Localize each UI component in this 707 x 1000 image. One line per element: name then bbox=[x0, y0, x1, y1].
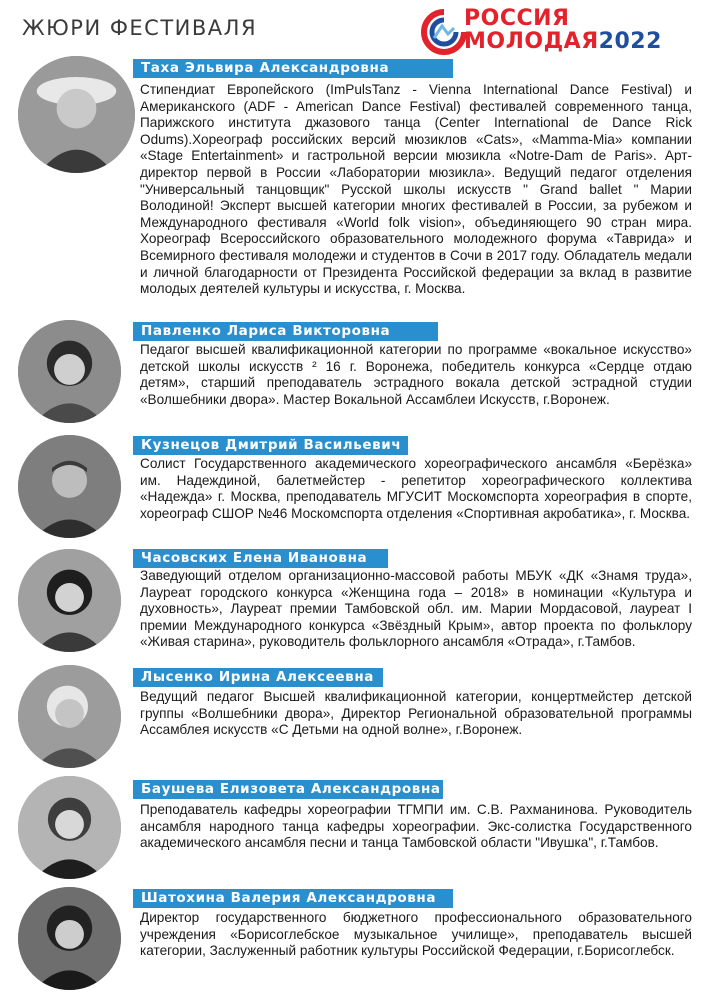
member-bio: Ведущий педагог Высшей квалификационной категории, концертмейстер детской группы «Волшебники двора», Директор Региональной образовательной программы Ассамблея искусств «С Детьми на одной волне», г.Воронеж. bbox=[140, 689, 692, 738]
member-photo bbox=[18, 56, 135, 173]
logo-year: 2022 bbox=[598, 29, 662, 54]
member-name: Таха Эльвира Александровна bbox=[133, 59, 453, 78]
member-name: Шатохина Валерия Александровна bbox=[133, 889, 453, 908]
member-name: Баушева Елизовета Александровна bbox=[133, 780, 443, 799]
member-bio: Преподаватель кафедры хореографии ТГМПИ им. С.В. Рахманинова. Руководитель ансамбля народного танца кафедры хореографии. Экс-солистка Государственного академического ансамбля песни и танца Тамбовской области "Ивушка", г.Тамбов. bbox=[140, 802, 692, 851]
member-name: Лысенко Ирина Алексеевна bbox=[133, 668, 383, 687]
member-photo bbox=[18, 776, 121, 879]
member-photo bbox=[18, 549, 121, 652]
member-bio: Педагог высшей квалификационной категории по программе «вокальное искусство» детской школы искусств ² 16 г. Воронежа, победитель конкурса «Сердце отдаю детям», старший преподаватель эстрадного вокала детской эстрадной студии «Волшебники двора». Мастер Вокальной Ассамблеи Искусств, г.Воронеж. bbox=[140, 342, 692, 407]
member-bio: Директор государственного бюджетного профессионального образовательного учреждения «Борисоглебское музыкальное училище», преподаватель высшей категории, Заслуженный работник культуры Российской Федерации, г.Борисоглебск. bbox=[140, 910, 692, 959]
festival-logo bbox=[420, 6, 700, 58]
logo-line1: РОССИЯ bbox=[464, 6, 570, 31]
person-silhouette-icon bbox=[18, 776, 121, 879]
member-photo bbox=[18, 320, 121, 423]
member-name: Часовских Елена Ивановна bbox=[133, 549, 388, 568]
logo-emblem-icon bbox=[420, 8, 468, 56]
member-bio: Солист Государственного академического хореографического ансамбля «Берёзка» им. Надеждиной, балетмейстер - репетитор хореографического коллектива «Надежда» г. Москва, преподаватель МГУСИТ Москомспорта хореография в спорте, хореограф СШОР №46 Москомспорта отделения «Спортивная акробатика», г. Москва. bbox=[140, 456, 692, 521]
page-title: ЖЮРИ ФЕСТИВАЛЯ bbox=[22, 16, 258, 40]
member-bio: Стипендиат Европейского (ImPulsTanz - Vienna International Dance Festival) и Американского (ADF - American Dance Festival) фестивалей современного танца, Парижского института джазового танца (Center International de Dance Rick Odums).Хореограф российских версий мюзиклов «Cats», «Mamma-Mia» компании «Stage Entertainment» и гастрольной версии мюзикла «Notre-Dam de Paris». Арт-директор первой в России «Лаборатории мюзикла». Ведущий педагог отделения "Универсальный танцовщик" Русской школы искусств " Grand ballet " Марии Володиной! Эксперт высшей категории многих фестивалей в России, за рубежом и Международного фестиваля «World folk vision», объединяющего 90 стран мира. Хореограф Всероссийского образовательного молодежного форума «Таврида» и Всемирного фестиваля молодежи и студентов в Сочи в 2017 году. Обладатель медали и личной благодарности от Президента Российской федерации за вклад в развитие молодых деятелей культуры и искусства, г. Москва. bbox=[140, 82, 692, 297]
member-bio: Заведующий отделом организационно-массовой работы МБУК «ДК «Знамя труда», Лауреат городского конкурса «Женщина года – 2018» в номинации «Культура и духовность», Лауреат премии Тамбовской обл. им. Марии Мордасовой, лауреат I премии Международного конкурса «Звёздный Крым», автор проекта по фольклору «Живая старина», руководитель фольклорного ансамбля «Отрада», г.Тамбов. bbox=[140, 568, 692, 650]
person-silhouette-icon bbox=[18, 665, 121, 768]
member-photo bbox=[18, 887, 121, 990]
person-silhouette-icon bbox=[18, 320, 121, 423]
logo-line2 bbox=[464, 30, 662, 54]
member-photo bbox=[18, 435, 121, 538]
member-photo bbox=[18, 665, 121, 768]
logo-line2-word: МОЛОДАЯ bbox=[464, 29, 599, 54]
person-silhouette-icon bbox=[18, 549, 121, 652]
member-name: Кузнецов Дмитрий Васильевич bbox=[133, 436, 408, 455]
person-silhouette-icon bbox=[18, 56, 135, 173]
person-silhouette-icon bbox=[18, 887, 121, 990]
person-silhouette-icon bbox=[18, 435, 121, 538]
member-name: Павленко Лариса Викторовна bbox=[133, 322, 438, 341]
